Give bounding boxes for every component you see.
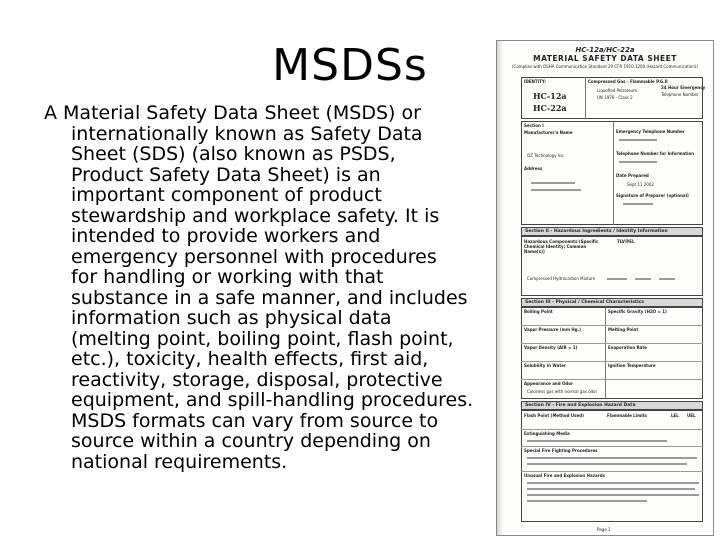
body-line: (melting point, boiling point, flash point, [71, 327, 454, 350]
extinguishing-label: Extinguishing Media [524, 431, 570, 436]
row-line [521, 343, 703, 344]
handwriting [527, 482, 699, 484]
product-hc22a: HC-22a [533, 103, 567, 113]
body-line: national requirements. [71, 450, 288, 473]
manufacturer-value: OZ Technology Inc. [527, 153, 566, 158]
msds-product-code: HC-12a/HC-22a [575, 46, 635, 54]
row-line [521, 325, 703, 326]
body-line: Product Safety Data Sheet) is an [71, 163, 381, 186]
body-line: substance in a safe manner, and includes [71, 286, 468, 309]
handwriting [527, 457, 697, 459]
telephone-label: Telephone Number [661, 92, 699, 97]
divider [613, 121, 614, 225]
flash-label: Flash Point (Method Used) [524, 413, 584, 418]
body-line: MSDS formats can vary from source to [71, 409, 439, 432]
scan-shadow [497, 41, 503, 535]
handwriting [527, 440, 667, 442]
uel-label: UEL [687, 413, 696, 418]
appearance-value: Colorless gas with normal gas odor [527, 389, 598, 394]
handwriting [527, 494, 699, 496]
liquefied-label: Liquefied Petroleum [597, 88, 637, 93]
compressed-gas-label: Compressed Gas - Flammable P.G.II [588, 79, 668, 84]
handwriting [531, 182, 575, 184]
manufacturer-label: Manufacturer's Name [524, 130, 573, 135]
body-line: Sheet (SDS) (also known as PSDS, [71, 143, 396, 165]
product-hc12a: HC-12a [533, 91, 567, 101]
handwriting [623, 203, 653, 205]
appearance-label: Appearance and Odor [524, 381, 574, 386]
msds-document-title: MATERIAL SAFETY DATA SHEET [533, 54, 677, 63]
handwriting [531, 189, 581, 191]
row-line [521, 379, 703, 380]
date-label: Date Prepared [616, 173, 649, 178]
handwriting [635, 278, 651, 280]
body-line: for handling or working with that [71, 266, 384, 288]
msds-subtitle: (Complies with OSHA Communication Standard 29 CFR 1910.1200 (Hazard Communication)) [511, 64, 698, 69]
solubility-label: Solubility in Water [524, 363, 566, 368]
body-line: intended to provide workers and [71, 225, 381, 247]
ingredients-label: Hazardous Components (Specific Chemical Identity; Common Name(s)) [524, 239, 599, 254]
body-line: internationally known as Safety Data [71, 122, 423, 145]
un-label: UN 1978 - Class 2 [597, 95, 633, 100]
body-line: information such as physical data [71, 307, 392, 329]
handwriting [527, 488, 695, 490]
section4-block [521, 410, 703, 522]
row-line [521, 429, 703, 430]
autoignition-label: Ignition Temperature [608, 363, 656, 368]
handwriting [659, 278, 675, 280]
section2-header: Section II - Hazardous Ingredients / Identity Information [521, 227, 703, 236]
address-label: Address [524, 166, 543, 171]
specific-gravity-label: Specific Gravity (H2O = 1) [608, 309, 667, 314]
section4-header: Section IV - Fire and Explosion Hazard Data [521, 401, 703, 410]
emergency-tel-label: Emergency Telephone Number [616, 129, 685, 134]
special-label: Special Fire Fighting Procedures [524, 448, 598, 453]
page-number: Page 1 [597, 527, 611, 532]
divider [585, 77, 586, 119]
body-line: emergency personnel with procedures [71, 245, 437, 268]
evaporation-label: Evaporation Rate [608, 345, 647, 350]
ingredient-value: Compressed Hydrocarbon Mixture [527, 276, 596, 281]
vapor-pressure-label: Vapor Pressure (mm Hg.) [524, 327, 581, 332]
body-line: etc.), toxicity, health effects, first aid, [71, 348, 429, 370]
slide-body [44, 103, 494, 472]
body-line: reactivity, storage, disposal, protective [71, 368, 443, 391]
section1-label: Section I [524, 123, 544, 128]
handwriting [607, 278, 627, 280]
row-line [521, 361, 703, 362]
tlv-label: TLV/PEL [617, 239, 635, 244]
unusual-label: Unusual Fire and Explosion Hazards [524, 473, 605, 478]
divider [605, 307, 606, 399]
body-line: equipment, and spill-handling procedures. [71, 389, 474, 411]
body-line: important component of product [71, 184, 382, 206]
msds-document-image [496, 40, 714, 536]
handwriting [619, 161, 657, 163]
melting-label: Melting Point [608, 327, 639, 332]
row-line [521, 471, 703, 472]
emergency-label: 24 Hour Emergency [661, 85, 706, 90]
flammable-label: Flammable Limits [607, 413, 647, 418]
body-line: stewardship and workplace safety. It is [71, 204, 440, 227]
identity-label: IDENTITY: [524, 79, 546, 84]
slide-title: MSDSs [272, 40, 428, 91]
row-line [521, 446, 703, 447]
section1-block [521, 121, 703, 225]
date-value: Sept 11 2002 [627, 182, 654, 187]
handwriting [527, 463, 687, 465]
vapor-density-label: Vapor Density (AIR = 1) [524, 345, 578, 350]
signature-label: Signature of Preparer (optional) [616, 193, 689, 198]
body-line: A Material Safety Data Sheet (MSDS) or [44, 102, 421, 124]
handwriting [619, 139, 657, 141]
body-line: source within a country depending on [71, 430, 431, 452]
lel-label: LEL [671, 413, 679, 418]
section3-header: Section III - Physical / Chemical Characteristics [521, 298, 703, 307]
telephone-info-label: Telephone Number for Information [616, 151, 695, 156]
boiling-label: Boiling Point [524, 309, 553, 314]
handwriting [527, 500, 647, 502]
